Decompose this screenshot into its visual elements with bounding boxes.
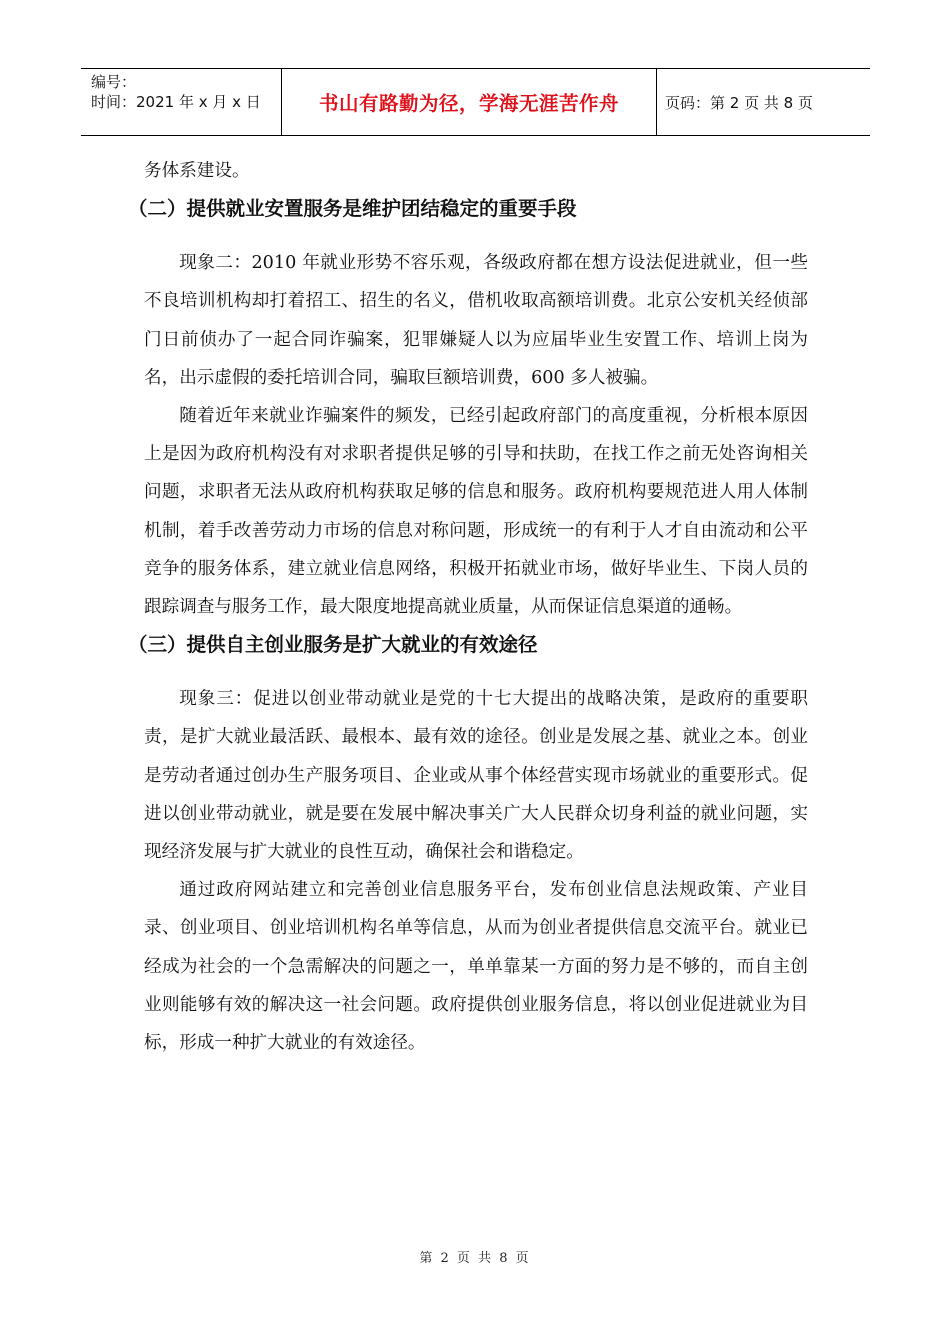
footer-page-number: 第 2 页 共 8 页 xyxy=(419,1251,531,1266)
section-heading-3: （三）提供自主创业服务是扩大就业的有效途径 xyxy=(128,633,538,657)
section-3-paragraph: 现象三：促进以创业带动就业是党的十七大提出的战略决策，是政府的重要职责，是扩大就业最活跃、最根本、最有效的途径。创业是发展之基、就业之本。创业是劳动者通过创办生产服务项目、企业或从事个体经营实现市场就业的重要形式。促进以创业带动就业，就是要在发展中解决事关广大人民群众切身利益的就业问题，实现经济发展与扩大就业的良性互动，确保社会和谐稳定。 xyxy=(144,689,808,863)
header-page-label: 页码：第 2 页 共 8 页 xyxy=(665,93,813,112)
section-2-paragraph: 现象二：2010 年就业形势不容乐观，各级政府都在想方设法促进就业，但一些不良培训机构却打着招工、招生的名义，借机收取高额培训费。北京公安机关经侦部门日前侦办了一起合同诈骗案，犯罪嫌疑人以为应届毕业生安置工作、培训上岗为名，出示虚假的委托培训合同，骗取巨额培训费，600 多人被骗。 xyxy=(144,253,808,388)
document-body xyxy=(128,152,808,1062)
header-motto: 书山有路勤为径，学海无涯苦作舟 xyxy=(318,92,619,115)
page-footer xyxy=(0,1247,950,1266)
header-meta-cell xyxy=(81,69,282,135)
header-motto-cell xyxy=(282,69,657,135)
section-2-paragraph: 随着近年来就业诈骗案件的频发，已经引起政府部门的高度重视，分析根本原因上是因为政府机构没有对求职者提供足够的引导和扶助，在找工作之前无处咨询相关问题，求职者无法从政府机构获取足够的信息和服务。政府机构要规范进人用人体制机制，着手改善劳动力市场的信息对称问题，形成统一的有利于人才自由流动和公平竞争的服务体系，建立就业信息网络，积极开拓就业市场，做好毕业生、下岗人员的跟踪调查与服务工作，最大限度地提高就业质量，从而保证信息渠道的通畅。 xyxy=(144,406,808,618)
document-date-label: 时间：2021 年 x 月 x 日 xyxy=(91,93,261,111)
section-3-paragraph: 通过政府网站建立和完善创业信息服务平台，发布创业信息法规政策、产业目录、创业项目、创业培训机构名单等信息，从而为创业者提供信息交流平台。就业已经成为社会的一个急需解决的问题之一，单单靠某一方面的努力是不够的，而自主创业则能够有效的解决这一社会问题。政府提供创业服务信息，将以创业促进就业为目标，形成一种扩大就业的有效途径。 xyxy=(144,880,808,1054)
header-page-cell xyxy=(657,69,870,135)
section-heading-2: （二）提供就业安置服务是维护团结稳定的重要手段 xyxy=(128,197,577,221)
document-header xyxy=(81,68,870,136)
document-number-label: 编号： xyxy=(91,73,137,91)
continuation-paragraph: 务体系建设。 xyxy=(144,161,250,181)
